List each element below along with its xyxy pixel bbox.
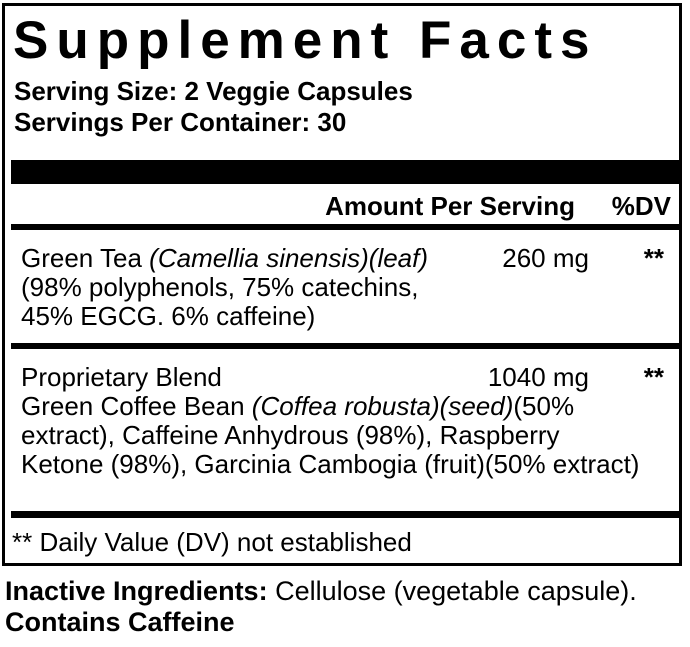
section-divider bbox=[11, 224, 679, 230]
ingredient-latin-name: (Camellia sinensis)(leaf) bbox=[149, 243, 429, 273]
ingredient-description-line: (98% polyphenols, 75% catechins, bbox=[21, 272, 419, 302]
blend-component-text: (50% bbox=[513, 391, 575, 421]
ingredient-main-line bbox=[21, 362, 679, 392]
percent-dv-header: %DV bbox=[611, 191, 671, 221]
supplement-facts-panel bbox=[2, 3, 682, 566]
footnote-divider bbox=[11, 511, 679, 518]
inactive-ingredients-value: Cellulose (vegetable capsule). bbox=[267, 576, 637, 606]
ingredient-description-line: extract), Caffeine Anhydrous (98%), Raspberry bbox=[21, 420, 560, 450]
inactive-ingredients-line bbox=[5, 576, 637, 607]
ingredient-row-green-tea bbox=[5, 243, 679, 331]
ingredient-name: Proprietary Blend bbox=[21, 362, 222, 392]
blend-component-text: Green Coffee Bean bbox=[21, 391, 252, 421]
ingredient-description-line: 45% EGCG. 6% caffeine) bbox=[21, 301, 316, 331]
daily-value-footnote: ** Daily Value (DV) not established bbox=[12, 527, 412, 557]
blend-latin-name: (Coffea robusta)(seed) bbox=[251, 391, 514, 421]
ingredient-amount: 1040 mg bbox=[487, 362, 589, 392]
inactive-ingredients-label: Inactive Ingredients: bbox=[5, 576, 268, 606]
ingredient-description-line bbox=[21, 392, 679, 421]
servings-per-container-line: Servings Per Container: 30 bbox=[14, 107, 347, 137]
ingredient-amount: 260 mg bbox=[502, 243, 589, 273]
ingredient-name bbox=[21, 243, 428, 273]
ingredient-main-line bbox=[21, 243, 679, 273]
ingredient-name-text: Green Tea bbox=[21, 243, 150, 273]
ingredient-description-line: Ketone (98%), Garcinia Cambogia (fruit)(50% extract) bbox=[21, 449, 640, 479]
section-divider bbox=[11, 343, 679, 349]
column-header-row bbox=[5, 191, 679, 221]
panel-title: Supplement Facts bbox=[13, 11, 598, 70]
ingredient-dv: ** bbox=[643, 243, 664, 273]
serving-size-line: Serving Size: 2 Veggie Capsules bbox=[14, 76, 413, 106]
heavy-divider-bar bbox=[11, 160, 679, 184]
contains-caffeine-line: Contains Caffeine bbox=[5, 607, 235, 637]
ingredient-dv: ** bbox=[643, 362, 664, 392]
label-footer bbox=[5, 576, 637, 638]
amount-per-serving-header: Amount Per Serving bbox=[325, 191, 575, 221]
ingredient-row-proprietary-blend bbox=[5, 362, 679, 479]
